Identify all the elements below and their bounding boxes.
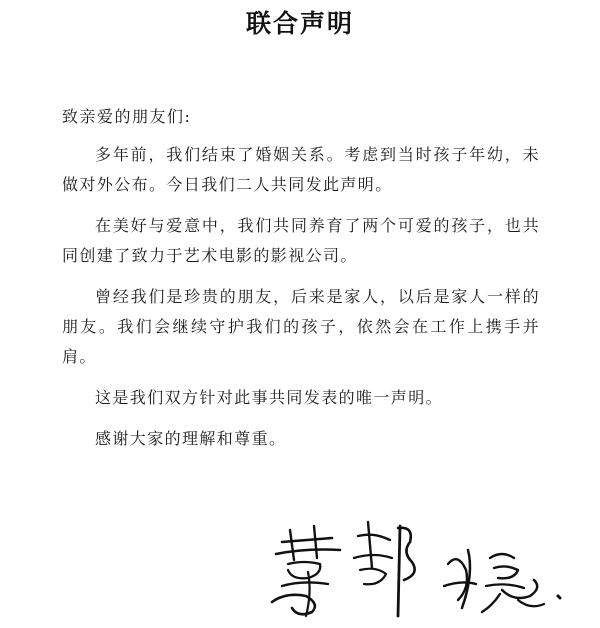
greeting: 致亲爱的朋友们: xyxy=(62,107,192,126)
statement-body xyxy=(62,140,540,465)
paragraph-2: 在美好与爱意中，我们共同养育了两个可爱的孩子，也共同创建了致力于艺术电影的影视公司。 xyxy=(62,216,540,265)
paragraph-1: 多年前，我们结束了婚姻关系。考虑到当时孩子年幼，未做对外公布。今日我们二人共同发此声明。 xyxy=(62,145,540,194)
paragraph-3: 曾经我们是珍贵的朋友，后来是家人，以后是家人一样的朋友。我们会继续守护我们的孩子，依然会在工作上携手并肩。 xyxy=(62,287,540,366)
page-title: 联合声明 xyxy=(245,9,354,38)
paragraph-5: 感谢大家的理解和尊重。 xyxy=(95,429,287,448)
handwritten-signature xyxy=(262,512,582,622)
signature-drawing xyxy=(262,512,582,622)
paragraph-4: 这是我们双方针对此事共同发表的唯一声明。 xyxy=(95,388,444,407)
